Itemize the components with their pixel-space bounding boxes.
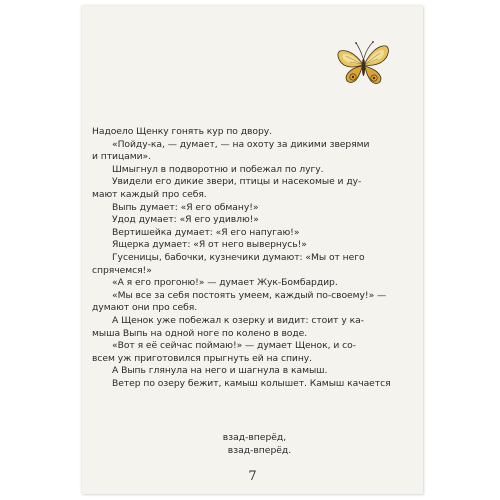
text-line: А Щенок уже побежал к озерку и видит: стоит у ка- xyxy=(112,314,364,326)
page-number: 7 xyxy=(248,469,257,484)
text-line: «Мы все за себя постоять умеем, каждый по-своему!» — xyxy=(112,289,387,301)
verse-block xyxy=(82,431,423,457)
book-page xyxy=(82,6,423,494)
text-line: Гусеницы, бабочки, кузнечики думают: «Мы от него xyxy=(112,251,365,263)
text-line: «А я его прогоню!» — думает Жук-Бомбардир. xyxy=(112,277,338,289)
text-line: Выпь думает: «Я его обману!» xyxy=(112,201,259,213)
text-line: мают каждый про себя. xyxy=(92,188,207,200)
story-text xyxy=(92,126,407,390)
verse-line: взад-вперёд, xyxy=(222,432,287,443)
text-line: думают они про себя. xyxy=(92,302,198,314)
text-line: спрячемся!» xyxy=(92,264,152,276)
text-line: Ящерка думает: «Я от него вывернусь!» xyxy=(112,239,307,251)
text-line: Удод думает: «Я его удивлю!» xyxy=(112,214,259,226)
text-line: Увидели его дикие звери, птицы и насекомые и ду- xyxy=(112,176,362,188)
text-line: «Вот я её сейчас поймаю!» — думает Щенок, и со- xyxy=(112,340,356,352)
butterfly-icon xyxy=(334,37,392,93)
text-line: Ветер по озеру бежит, камыш колышет. Камыш качается xyxy=(112,377,391,389)
text-line: А Выпь глянула на него и шагнула в камыш. xyxy=(112,365,328,377)
text-line: Вертишейка думает: «Я его напугаю!» xyxy=(112,226,300,238)
text-line: и птицами». xyxy=(92,151,151,163)
verse-line: взад-вперёд. xyxy=(227,445,292,456)
text-line: «Пойду-ка, — думает, — на охоту за дикими зверями xyxy=(112,138,370,150)
text-line: Шмыгнул в подворотню и побежал по лугу. xyxy=(112,163,324,175)
text-line: Надоело Щенку гонять кур по двору. xyxy=(92,126,273,137)
text-line: всем уж приготовился прыгнуть ей на спину. xyxy=(92,352,313,364)
text-line: мыша Выпь на одной ноге по колено в воде. xyxy=(92,327,308,339)
